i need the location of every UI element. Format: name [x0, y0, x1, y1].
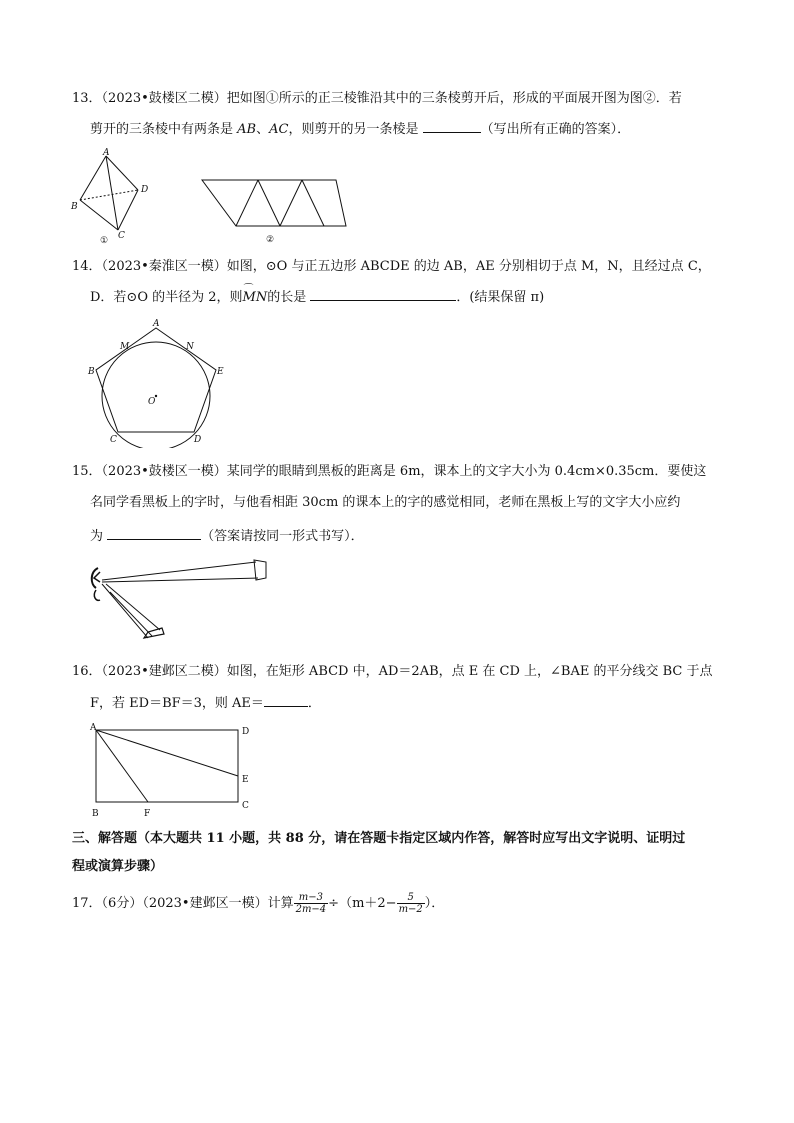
book-sight-line-2 — [106, 584, 160, 630]
book-sight-line-1 — [102, 584, 148, 638]
blackboard-text — [254, 560, 266, 580]
label-a: A — [153, 319, 160, 329]
sight-line-top — [102, 562, 256, 580]
label-b: B — [88, 367, 95, 377]
fraction-2: $\frac{5}{m-2}$ — [398, 892, 423, 915]
rectangle-abcd — [96, 730, 238, 802]
q13-answer-blank[interactable] — [423, 120, 481, 133]
q14-line1: 14．（2023•秦淮区一模）如图，⊙O 与正五边形 ABCDE 的边 AB，AE 分别相切于点 M，N，且经过点 C， — [72, 259, 711, 274]
q15-line2: 名同学看黑板上的字时，与他看相距 30cm 的课本上的字的感觉相同，老师在黑板上写的文字大小应约 — [90, 495, 681, 510]
net-outline — [202, 180, 346, 226]
q15-line1: 15．（2023•鼓楼区一模）某同学的眼睛到黑板的距离是 6m，课本上的文字大小为 0.4cm×0.35cm．要使这 — [72, 464, 707, 479]
q15-line3: 为 （答案请按同一形式书写）． — [90, 529, 364, 544]
label-n: N — [186, 342, 194, 352]
arc-mn-label: ⌒ MN — [243, 290, 268, 305]
q15-figure-eye-board-book — [86, 554, 276, 646]
label-e: E — [242, 775, 249, 785]
pyramid-edge-cd — [118, 190, 138, 230]
q14-line2: D．若⊙O 的半径为 2，则⌒ MN的长是 ．(结果保留 π) — [90, 288, 544, 307]
label-b: B — [92, 809, 99, 819]
pentagon-abcde — [96, 328, 216, 432]
q16-line1: 16．（2023•建邺区二模）如图，在矩形 ABCD 中，AD＝2AB，点 E 在 CD 上，∠BAE 的平分线交 BC 于点 — [72, 664, 713, 679]
label-c: C — [110, 435, 117, 445]
q16-line2: F，若 ED＝BF＝3，则 AE＝ ． — [90, 696, 321, 711]
label-d: D — [194, 435, 202, 445]
label-d: D — [242, 727, 250, 737]
net-fold-3 — [280, 180, 302, 226]
pyramid-edge-ab — [80, 156, 106, 200]
q13-line1: 13．（2023•鼓楼区二模）把如图①所示的正三棱锥沿其中的三条棱剪开后，形成的平面展开图为图②．若 — [72, 91, 682, 106]
segment-ae — [96, 730, 238, 776]
q13-figure-1-pyramid — [66, 148, 160, 244]
section3-heading-line1: 三、解答题（本大题共 11 小题，共 88 分，请在答题卡指定区域内作答，解答时应写出文字说明、证明过 — [72, 831, 686, 846]
section3-heading-line2: 程或演算步骤） — [72, 859, 164, 874]
q14-figure-pentagon-circle — [86, 316, 226, 448]
label-c: C — [242, 801, 249, 811]
label-m: M — [120, 342, 130, 352]
sight-line-bottom — [102, 578, 258, 582]
net-fold-1 — [236, 180, 258, 226]
figure-2-caption: ② — [266, 235, 275, 245]
q17-line: 17．（6分）（2023•建邺区一模）计算 $\frac{m-3}{2m-4}$ ÷（m＋2− $\frac{5}{m-2}$ ）． — [72, 892, 445, 915]
label-f: F — [144, 809, 151, 819]
q13-line2: 剪开的三条棱中有两条是 AB、AC，则剪开的另一条棱是 （写出所有正确的答案）． — [90, 122, 631, 137]
label-a: A — [90, 723, 97, 733]
segment-af — [96, 730, 148, 802]
label-b: B — [71, 202, 78, 212]
label-e: E — [217, 367, 224, 377]
q14-answer-blank[interactable] — [310, 288, 456, 301]
pyramid-edge-bc — [80, 200, 118, 230]
q13-figure-2-net — [196, 176, 356, 248]
net-fold-4 — [302, 180, 324, 226]
q16-figure-rectangle — [86, 720, 256, 820]
label-o: O — [148, 397, 156, 407]
label-d: D — [141, 185, 149, 195]
label-a: A — [103, 148, 110, 158]
q16-answer-blank[interactable] — [264, 694, 308, 707]
label-c: C — [118, 231, 125, 241]
pyramid-edge-bd-hidden — [80, 190, 138, 200]
q15-answer-blank[interactable] — [107, 527, 201, 540]
net-fold-2 — [258, 180, 280, 226]
figure-1-caption: ① — [100, 236, 109, 244]
fraction-1: $\frac{m-3}{2m-4}$ — [295, 892, 327, 915]
